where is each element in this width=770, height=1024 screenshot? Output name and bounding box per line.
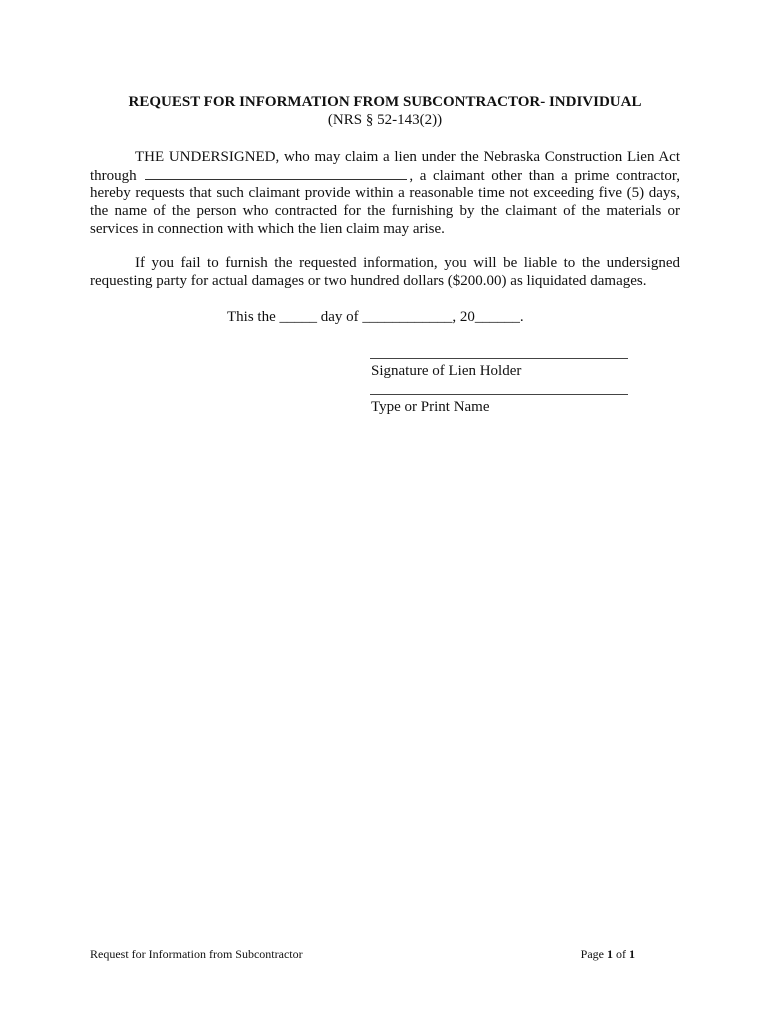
page-total: 1 xyxy=(629,947,635,961)
liability-line-1: If you fail to furnish the requested information, you will be liable to the undersigned xyxy=(135,255,680,271)
request-line-5: services in connection with which the lien claim may arise. xyxy=(90,221,445,237)
claimant-name-blank[interactable] xyxy=(145,166,407,180)
page-of: of xyxy=(616,947,626,961)
liability-line-2: requesting party for actual damages or two hundred dollars ($200.00) as liquidated damages. xyxy=(90,273,647,289)
print-name-label: Type or Print Name xyxy=(371,399,490,415)
page-prefix: Page xyxy=(580,947,604,961)
date-line[interactable]: This the _____ day of ____________, 20______. xyxy=(227,309,524,325)
request-line-4: the name of the person who contracted for the furnishing by the claimant of the materials or xyxy=(90,203,680,219)
claimant-descriptor: , a claimant other than a prime contractor, xyxy=(409,168,680,184)
request-line-1: THE UNDERSIGNED, who may claim a lien under the Nebraska Construction Lien Act xyxy=(135,149,680,165)
page-current: 1 xyxy=(607,947,613,961)
through-label: through xyxy=(90,168,137,184)
document-title: REQUEST FOR INFORMATION FROM SUBCONTRACTOR- INDIVIDUAL xyxy=(128,94,642,110)
request-line-2 xyxy=(90,166,680,184)
footer-document-name: Request for Information from Subcontractor xyxy=(90,947,303,961)
request-line-3: hereby requests that such claimant provide within a reasonable time not exceeding five (5) days, xyxy=(90,185,680,201)
footer-page-number xyxy=(581,947,635,962)
signature-line[interactable] xyxy=(370,358,628,359)
signature-label: Signature of Lien Holder xyxy=(371,363,522,379)
print-name-line[interactable] xyxy=(370,394,628,395)
liability-paragraph xyxy=(90,254,680,290)
request-paragraph xyxy=(90,148,680,238)
statute-reference: (NRS § 52-143(2)) xyxy=(327,112,443,128)
